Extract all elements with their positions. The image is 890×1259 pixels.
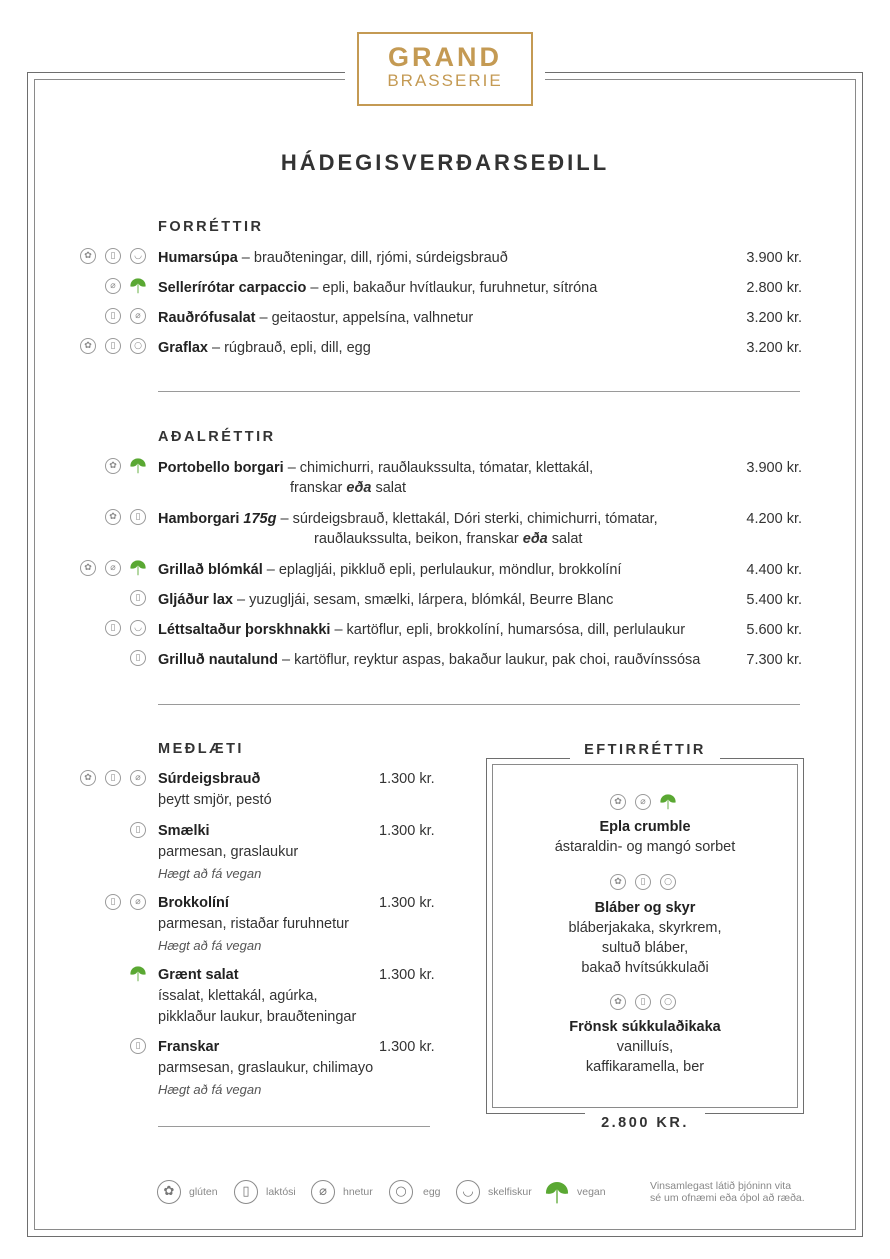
gluten-icon: ✿: [80, 770, 96, 786]
shellfish-icon: ◡: [130, 620, 146, 636]
lactose-icon: ▯: [130, 650, 146, 666]
item-name: Humarsúpa: [158, 250, 238, 266]
item-name: Portobello borgari: [158, 460, 284, 476]
gluten-icon: ✿: [157, 1180, 181, 1204]
shellfish-icon: ◡: [130, 248, 146, 264]
section-eftirrettir-heading: EFTIRRÉTTIR: [570, 740, 720, 762]
allergen-icons: [80, 560, 150, 580]
side-price: 1.300 kr.: [379, 1039, 435, 1055]
dessert-desc: bláberjakaka, skyrkrem,: [568, 920, 722, 936]
side-price: 1.300 kr.: [379, 895, 435, 911]
menu-item: [158, 308, 802, 328]
item-name: Sellerírótar carpaccio: [158, 280, 307, 296]
item-price: 4.400 kr.: [746, 562, 802, 578]
side-name: Smælki: [158, 823, 210, 839]
dessert-desc: ástaraldin- og mangó sorbet: [554, 839, 736, 855]
item-price: 3.900 kr.: [746, 250, 802, 266]
lactose-icon: ▯: [130, 1038, 146, 1054]
item-name: Grillað blómkál: [158, 562, 263, 578]
item-name-weight: 175g: [243, 511, 277, 527]
allergen-icons: [610, 874, 680, 894]
allergy-notice: [650, 1180, 810, 1204]
allergen-icons: [105, 278, 150, 298]
menu-item: [158, 650, 802, 670]
lactose-icon: ▯: [105, 620, 121, 636]
allergen-icons: [130, 590, 150, 610]
item-desc-continued: [158, 478, 802, 498]
side-item: [158, 965, 438, 1028]
menu-item: [158, 509, 802, 549]
shellfish-icon: ◡: [456, 1180, 480, 1204]
desc-part: salat: [371, 480, 407, 496]
side-item: [158, 821, 438, 884]
allergen-icons: [130, 822, 150, 842]
dessert-desc: sultuð bláber,: [601, 940, 689, 956]
side-desc: parmsesan, graslaukur, chilimayo: [158, 1060, 374, 1076]
side-note: Hægt að fá vegan: [158, 1082, 262, 1097]
item-desc: – yuzugljái, sesam, smælki, lárpera, blómkál, Beurre Blanc: [232, 592, 614, 608]
section-divider: [158, 1126, 430, 1127]
allergen-icons: [130, 966, 150, 986]
dessert-item: [492, 817, 798, 857]
side-price: 1.300 kr.: [379, 771, 435, 787]
lactose-icon: ▯: [105, 308, 121, 324]
nuts-icon: ⌀: [105, 560, 121, 576]
dessert-desc: bakað hvítsúkkulaði: [581, 960, 709, 976]
side-note: Hægt að fá vegan: [158, 938, 262, 953]
desc-part: franskar: [290, 480, 347, 496]
allergen-icons: [80, 770, 150, 790]
vegan-icon: [129, 277, 147, 295]
side-name: Franskar: [158, 1039, 220, 1055]
brand-logo: [357, 32, 533, 106]
side-name: Brokkolíní: [158, 895, 229, 911]
side-price: 1.300 kr.: [379, 823, 435, 839]
dessert-name: Epla crumble: [599, 819, 691, 835]
allergen-icons: [105, 458, 150, 478]
allergen-icons: [80, 338, 150, 358]
legend-label: vegan: [577, 1186, 606, 1198]
legend-label: skelfiskur: [488, 1186, 532, 1198]
egg-icon: ○: [130, 338, 146, 354]
menu-item: [158, 560, 802, 580]
lactose-icon: ▯: [635, 994, 651, 1010]
nuts-icon: ⌀: [130, 770, 146, 786]
item-price: 5.600 kr.: [746, 622, 802, 638]
allergen-icons: [105, 620, 150, 640]
dessert-name: Bláber og skyr: [594, 900, 696, 916]
menu-item: [158, 248, 802, 268]
notice-line1: Vinsamlegast látið þjóninn vita: [650, 1180, 792, 1192]
item-name: Graflax: [158, 340, 208, 356]
item-desc: – epli, bakaður hvítlaukur, furuhnetur, sítróna: [306, 280, 598, 296]
side-desc: parmesan, ristaðar furuhnetur: [158, 916, 350, 932]
dessert-desc: vanilluís,: [616, 1039, 674, 1055]
item-name: Rauðrófusalat: [158, 310, 256, 326]
menu-item: [158, 590, 802, 610]
side-item: [158, 769, 438, 811]
item-price: 3.200 kr.: [746, 310, 802, 326]
dessert-desc: kaffikaramella, ber: [585, 1059, 705, 1075]
item-desc: – rúgbrauð, epli, dill, egg: [207, 340, 371, 356]
allergen-icons: [130, 1038, 150, 1058]
lactose-icon: ▯: [130, 822, 146, 838]
desc-part: rauðlaukssulta, beikon, franskar: [314, 531, 523, 547]
section-adalrettir-heading: AÐALRÉTTIR: [158, 429, 276, 445]
nuts-icon: ⌀: [130, 894, 146, 910]
dessert-name: Frönsk súkkulaðikaka: [569, 1019, 721, 1035]
gluten-icon: ✿: [80, 338, 96, 354]
side-name: Súrdeigsbrauð: [158, 771, 261, 787]
nuts-icon: ⌀: [105, 278, 121, 294]
desc-or: eða: [346, 480, 372, 496]
vegan-icon: [544, 1180, 570, 1206]
gluten-icon: ✿: [610, 794, 626, 810]
item-name: Léttsaltaður þorskhnakki: [158, 622, 331, 638]
side-item: [158, 1037, 438, 1100]
allergen-icons: [610, 794, 680, 814]
allergen-icons: [105, 894, 150, 914]
lactose-icon: ▯: [105, 894, 121, 910]
menu-item: [158, 278, 802, 298]
item-name: Hamborgari: [158, 511, 244, 527]
item-price: 7.300 kr.: [746, 652, 802, 668]
lactose-icon: ▯: [105, 248, 121, 264]
allergen-icons: [80, 248, 150, 268]
dessert-price: 2.800 KR.: [585, 1111, 705, 1135]
menu-item: [158, 338, 802, 358]
side-name: Grænt salat: [158, 967, 239, 983]
lactose-icon: ▯: [105, 770, 121, 786]
vegan-icon: [129, 965, 147, 983]
allergen-icons: [130, 650, 150, 670]
item-desc: – chimichurri, rauðlaukssulta, tómatar, klettakál,: [283, 460, 594, 476]
desc-or: eða: [522, 531, 548, 547]
gluten-icon: ✿: [105, 509, 121, 525]
item-price: 4.200 kr.: [746, 511, 802, 527]
vegan-icon: [129, 559, 147, 577]
item-desc: – kartöflur, reyktur aspas, bakaður laukur, pak choi, rauðvínssósa: [278, 652, 701, 668]
dessert-item: [492, 898, 798, 978]
gluten-icon: ✿: [80, 248, 96, 264]
lactose-icon: ▯: [635, 874, 651, 890]
brand-line2: BRASSERIE: [387, 71, 503, 90]
side-note: Hægt að fá vegan: [158, 866, 262, 881]
side-desc: íssalat, klettakál, agúrka,: [158, 988, 318, 1004]
allergen-icons: [610, 994, 680, 1014]
item-desc: – geitaostur, appelsína, valhnetur: [255, 310, 474, 326]
nuts-icon: ⌀: [130, 308, 146, 324]
side-desc-line2: pikklaður laukur, brauðteningar: [158, 1009, 357, 1025]
allergen-icons: [105, 308, 150, 328]
egg-icon: ○: [660, 994, 676, 1010]
item-desc: – súrdeigsbrauð, klettakál, Dóri sterki, chimichurri, tómatar,: [276, 511, 658, 527]
gluten-icon: ✿: [610, 994, 626, 1010]
section-divider: [158, 704, 800, 705]
section-medlaeti-heading: MEÐLÆTI: [158, 741, 244, 757]
menu-item: [158, 620, 802, 640]
item-desc: – kartöflur, epli, brokkolíní, humarsósa, dill, perlulaukur: [330, 622, 686, 638]
nuts-icon: ⌀: [635, 794, 651, 810]
lactose-icon: ▯: [130, 590, 146, 606]
lactose-icon: ▯: [234, 1180, 258, 1204]
side-price: 1.300 kr.: [379, 967, 435, 983]
section-divider: [158, 391, 800, 392]
item-name: Gljáður lax: [158, 592, 233, 608]
item-price: 2.800 kr.: [746, 280, 802, 296]
legend-label: glúten: [189, 1186, 218, 1198]
item-desc-continued: [158, 529, 802, 549]
section-forrettir-heading: FORRÉTTIR: [158, 219, 264, 235]
lactose-icon: ▯: [105, 338, 121, 354]
legend-label: hnetur: [343, 1186, 373, 1198]
gluten-icon: ✿: [80, 560, 96, 576]
legend-label: laktósi: [266, 1186, 296, 1198]
egg-icon: ○: [389, 1180, 413, 1204]
item-price: 3.200 kr.: [746, 340, 802, 356]
egg-icon: ○: [660, 874, 676, 890]
vegan-icon: [659, 793, 677, 811]
item-price: 3.900 kr.: [746, 460, 802, 476]
side-item: [158, 893, 438, 956]
desc-part: salat: [547, 531, 583, 547]
gluten-icon: ✿: [610, 874, 626, 890]
nuts-icon: ⌀: [311, 1180, 335, 1204]
allergen-icons: [105, 509, 150, 529]
side-desc: þeytt smjör, pestó: [158, 792, 272, 808]
brand-line1: GRAND: [388, 42, 502, 72]
dessert-item: [492, 1017, 798, 1077]
item-price: 5.400 kr.: [746, 592, 802, 608]
legend-label: egg: [423, 1186, 441, 1198]
menu-item: [158, 458, 802, 498]
notice-line2: sé um ofnæmi eða óþol að ræða.: [650, 1192, 805, 1204]
menu-title: HÁDEGISVERÐARSEÐILL: [280, 150, 610, 175]
lactose-icon: ▯: [130, 509, 146, 525]
item-desc: – eplagljái, pikkluð epli, perlulaukur, möndlur, brokkolíní: [262, 562, 622, 578]
gluten-icon: ✿: [105, 458, 121, 474]
item-desc: – brauðteningar, dill, rjómi, súrdeigsbrauð: [237, 250, 508, 266]
vegan-icon: [129, 457, 147, 475]
side-desc: parmesan, graslaukur: [158, 844, 299, 860]
item-name: Grilluð nautalund: [158, 652, 279, 668]
